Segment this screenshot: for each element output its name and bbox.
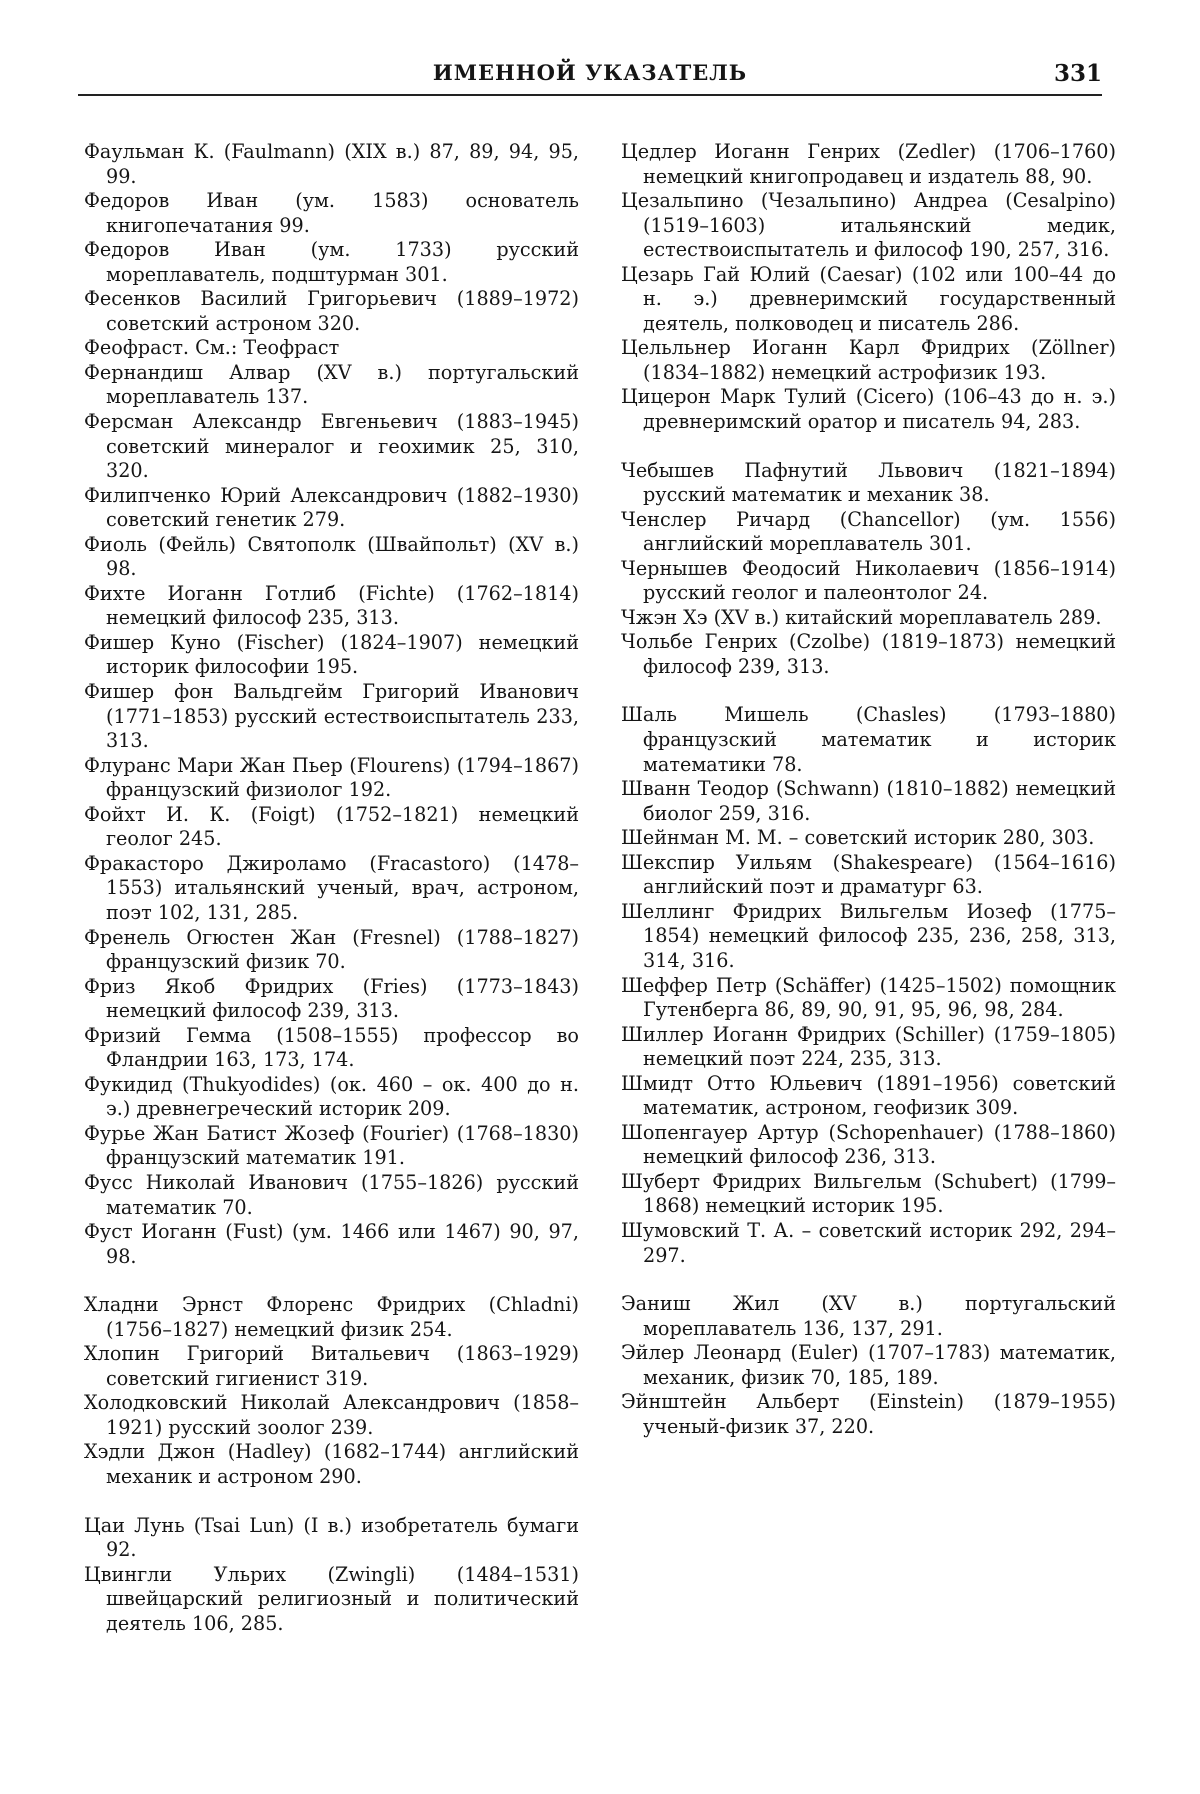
index-entry: Эйнштейн Альберт (Einstein) (1879–1955) ученый-физик 37, 220. — [621, 1390, 1116, 1438]
index-entry: Цицерон Марк Тулий (Cicero) (106–43 до н. э.) древнеримский оратор и писатель 94, 283. — [621, 385, 1116, 434]
index-entry: Холодковский Николай Александрович (1858–1921) русский зоолог 239. — [84, 1391, 579, 1439]
page-number: 331 — [1053, 60, 1102, 87]
index-entry: Фихте Иоганн Готлиб (Fichte) (1762–1814) немецкий философ 235, 313. — [84, 581, 579, 630]
letter-group-gap — [621, 435, 1116, 459]
letter-group-gap — [621, 679, 1116, 703]
index-entry: Шумовский Т. А. – советский историк 292, 294–297. — [621, 1218, 1116, 1267]
index-entry: Чебышев Пафнутий Львович (1821–1894) русский математик и механик 38. — [621, 458, 1116, 507]
index-entry: Шмидт Отто Юльевич (1891–1956) советский математик, астроном, геофизик 309. — [621, 1071, 1116, 1120]
index-entry: Френель Огюстен Жан (Fresnel) (1788–1827) французский физик 70. — [84, 925, 579, 974]
index-entry: Фукидид (Thukyodides) (ок. 460 – ок. 400 до н. э.) древнегреческий историк 209. — [84, 1072, 579, 1121]
index-entry: Чольбе Генрих (Czolbe) (1819–1873) немецкий философ 239, 313. — [621, 630, 1116, 678]
index-entry: Федоров Иван (ум. 1733) русский мореплаватель, подштурман 301. — [84, 238, 579, 286]
index-entry: Цаи Лунь (Tsai Lun) (I в.) изобретатель бумаги 92. — [84, 1513, 579, 1562]
letter-group-gap — [84, 1269, 579, 1293]
index-entry: Флуранс Мари Жан Пьер (Flourens) (1794–1867) французский физиолог 192. — [84, 753, 579, 802]
index-entry: Эаниш Жил (XV в.) португальский мореплаватель 136, 137, 291. — [621, 1292, 1116, 1340]
running-title: ИМЕННОЙ УКАЗАТЕЛЬ — [432, 60, 748, 85]
index-entry: Фернандиш Алвар (XV в.) португальский мореплаватель 137. — [84, 360, 579, 409]
page-header — [78, 60, 1102, 100]
left-column — [84, 140, 579, 1636]
header-rule — [78, 94, 1102, 96]
index-entry: Эйлер Леонард (Euler) (1707–1783) математик, механик, физик 70, 185, 189. — [621, 1341, 1116, 1389]
index-entry: Шейнман М. М. – советский историк 280, 303. — [621, 826, 1095, 850]
index-entry: Цезальпино (Чезальпино) Андреа (Cesalpino) (1519–1603) итальянский медик, естествоиспытатель и философ 190, 257, 316. — [621, 189, 1116, 262]
index-entry: Цезарь Гай Юлий (Caesar) (102 или 100–44 до н. э.) древнеримский государственный деятель, полководец и писатель 286. — [621, 262, 1116, 335]
index-entry: Феофраст. См.: Теофраст — [84, 336, 340, 360]
index-entry: Шиллер Иоганн Фридрих (Schiller) (1759–1805) немецкий поэт 224, 235, 313. — [621, 1022, 1116, 1071]
index-entry: Фусс Николай Иванович (1755–1826) русский математик 70. — [84, 1170, 579, 1219]
index-entry: Ферсман Александр Евгеньевич (1883–1945) советский минералог и геохимик 25, 310, 320. — [84, 410, 579, 483]
index-entry: Цвингли Ульрих (Zwingli) (1484–1531) швейцарский религиозный и политический деятель 106, 285. — [84, 1562, 579, 1635]
index-entry: Фесенков Василий Григорьевич (1889–1972) советский астроном 320. — [84, 287, 579, 335]
index-entry: Фризий Гемма (1508–1555) профессор во Фландрии 163, 173, 174. — [84, 1023, 579, 1072]
index-entry: Чжэн Хэ (XV в.) китайский мореплаватель 289. — [621, 605, 1102, 629]
index-entry: Шопенгауер Артур (Schopenhauer) (1788–1860) немецкий философ 236, 313. — [621, 1120, 1116, 1169]
index-entry: Шекспир Уильям (Shakespeare) (1564–1616) английский поэт и драматург 63. — [621, 850, 1116, 899]
index-entry: Фойхт И. К. (Foigt) (1752–1821) немецкий геолог 245. — [84, 802, 579, 851]
index-entry: Шаль Мишель (Chasles) (1793–1880) французский математик и историк математики 78. — [621, 703, 1116, 776]
index-entry: Ченслер Ричард (Chancellor) (ум. 1556) английский мореплаватель 301. — [621, 507, 1116, 556]
index-entry: Фиоль (Фейль) Святополк (Швайпольт) (XV в.) 98. — [84, 532, 579, 581]
index-entry: Шеллинг Фридрих Вильгельм Иозеф (1775–1854) немецкий философ 235, 236, 258, 313, 314, 316. — [621, 899, 1116, 972]
index-entry: Цедлер Иоганн Генрих (Zedler) (1706–1760) немецкий книгопродавец и издатель 88, 90. — [621, 140, 1116, 188]
index-entry: Шванн Теодор (Schwann) (1810–1882) немецкий биолог 259, 316. — [621, 777, 1116, 825]
index-entry: Фриз Якоб Фридрих (Fries) (1773–1843) немецкий философ 239, 313. — [84, 974, 579, 1023]
index-entry: Фракасторо Джироламо (Fracastoro) (1478–1553) итальянский ученый, врач, астроном, поэт 102, 131, 285. — [84, 851, 579, 924]
index-entry: Федоров Иван (ум. 1583) основатель книгопечатания 99. — [84, 189, 579, 237]
index-entry: Хладни Эрнст Флоренс Фридрих (Chladni) (1756–1827) немецкий физик 254. — [84, 1293, 579, 1341]
index-entry: Филипченко Юрий Александрович (1882–1930) советский генетик 279. — [84, 483, 579, 532]
index-entry: Фаульман К. (Faulmann) (XIX в.) 87, 89, 94, 95, 99. — [84, 140, 579, 188]
letter-group-gap — [621, 1268, 1116, 1292]
index-entry: Цельльнер Иоганн Карл Фридрих (Zöllner) (1834–1882) немецкий астрофизик 193. — [621, 336, 1116, 384]
letter-group-gap — [84, 1490, 579, 1514]
index-entry: Чернышев Феодосий Николаевич (1856–1914) русский геолог и палеонтолог 24. — [621, 556, 1116, 605]
right-column — [621, 140, 1116, 1439]
index-entry: Фуст Иоганн (Fust) (ум. 1466 или 1467) 90, 97, 98. — [84, 1220, 579, 1268]
index-entry: Хэдли Джон (Hadley) (1682–1744) английский механик и астроном 290. — [84, 1440, 579, 1488]
index-entry: Фишер фон Вальдгейм Григорий Иванович (1771–1853) русский естествоиспытатель 233, 313. — [84, 680, 579, 753]
index-entry: Фишер Куно (Fischer) (1824–1907) немецкий историк философии 195. — [84, 630, 579, 679]
index-entry: Шуберт Фридрих Вильгельм (Schubert) (1799–1868) немецкий историк 195. — [621, 1169, 1116, 1218]
index-entry: Фурье Жан Батист Жозеф (Fourier) (1768–1830) французский математик 191. — [84, 1121, 579, 1170]
index-entry: Хлопин Григорий Витальевич (1863–1929) советский гигиенист 319. — [84, 1342, 579, 1390]
index-entry: Шеффер Петр (Schäffer) (1425–1502) помощник Гутенберга 86, 89, 90, 91, 95, 96, 98, 284. — [621, 973, 1116, 1022]
